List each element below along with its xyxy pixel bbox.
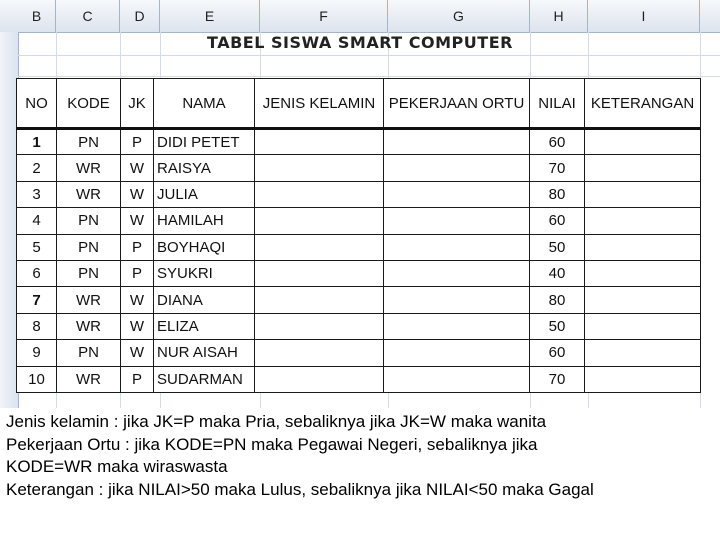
- header-nilai[interactable]: NILAI: [530, 79, 585, 129]
- cell-jenis-kelamin[interactable]: [255, 181, 384, 207]
- column-header-h[interactable]: H: [530, 0, 588, 32]
- cell-keterangan[interactable]: [585, 155, 701, 181]
- cell-jk[interactable]: P: [121, 366, 154, 392]
- cell-nama[interactable]: RAISYA: [154, 155, 255, 181]
- cell-nama[interactable]: JULIA: [154, 181, 255, 207]
- cell-kode[interactable]: WR: [57, 287, 121, 313]
- table-row: [17, 234, 701, 260]
- cell-jenis-kelamin[interactable]: [255, 155, 384, 181]
- column-header-f[interactable]: F: [260, 0, 388, 32]
- column-header-g[interactable]: G: [388, 0, 530, 32]
- cell-jk[interactable]: P: [121, 234, 154, 260]
- cell-no[interactable]: 6: [17, 260, 57, 286]
- cell-pekerjaan-ortu[interactable]: [384, 155, 530, 181]
- cell-keterangan[interactable]: [585, 366, 701, 392]
- cell-nilai[interactable]: 50: [530, 313, 585, 339]
- cell-pekerjaan-ortu[interactable]: [384, 366, 530, 392]
- cell-jk[interactable]: P: [121, 129, 154, 155]
- cell-no[interactable]: 8: [17, 313, 57, 339]
- cell-kode[interactable]: WR: [57, 313, 121, 339]
- cell-jenis-kelamin[interactable]: [255, 340, 384, 366]
- cell-jenis-kelamin[interactable]: [255, 366, 384, 392]
- cell-jk[interactable]: W: [121, 287, 154, 313]
- table-row: [17, 129, 701, 155]
- table-row: [17, 181, 701, 207]
- header-keterangan[interactable]: KETERANGAN: [585, 79, 701, 129]
- cell-jenis-kelamin[interactable]: [255, 260, 384, 286]
- cell-pekerjaan-ortu[interactable]: [384, 340, 530, 366]
- header-jk[interactable]: JK: [121, 79, 154, 129]
- cell-nilai[interactable]: 70: [530, 366, 585, 392]
- cell-nilai[interactable]: 80: [530, 287, 585, 313]
- cell-nilai[interactable]: 40: [530, 260, 585, 286]
- cell-no[interactable]: 1: [17, 129, 57, 155]
- table-row: [17, 260, 701, 286]
- cell-pekerjaan-ortu[interactable]: [384, 181, 530, 207]
- cell-keterangan[interactable]: [585, 313, 701, 339]
- note-pekerjaan-ortu: Pekerjaan Ortu : jika KODE=PN maka Pegawai Negeri, sebaliknya jika: [6, 434, 538, 454]
- cell-keterangan[interactable]: [585, 287, 701, 313]
- cell-nilai[interactable]: 80: [530, 181, 585, 207]
- header-nama[interactable]: NAMA: [154, 79, 255, 129]
- cell-keterangan[interactable]: [585, 234, 701, 260]
- table-row: [17, 208, 701, 234]
- student-table: [16, 78, 701, 393]
- cell-no[interactable]: 5: [17, 234, 57, 260]
- cell-pekerjaan-ortu[interactable]: [384, 234, 530, 260]
- cell-nama[interactable]: DIDI PETET: [154, 129, 255, 155]
- cell-nama[interactable]: SYUKRI: [154, 260, 255, 286]
- cell-nama[interactable]: NUR AISAH: [154, 340, 255, 366]
- cell-pekerjaan-ortu[interactable]: [384, 129, 530, 155]
- cell-pekerjaan-ortu[interactable]: [384, 313, 530, 339]
- cell-nama[interactable]: HAMILAH: [154, 208, 255, 234]
- instruction-notes: [6, 411, 716, 501]
- cell-nama[interactable]: BOYHAQI: [154, 234, 255, 260]
- cell-keterangan[interactable]: [585, 129, 701, 155]
- column-header-bar: [0, 0, 720, 33]
- cell-pekerjaan-ortu[interactable]: [384, 260, 530, 286]
- cell-keterangan[interactable]: [585, 208, 701, 234]
- cell-no[interactable]: 4: [17, 208, 57, 234]
- note-keterangan: Keterangan : jika NILAI>50 maka Lulus, sebaliknya jika NILAI<50 maka Gagal: [6, 479, 594, 499]
- table-header-row: [17, 79, 701, 129]
- cell-jk[interactable]: W: [121, 181, 154, 207]
- cell-jk[interactable]: W: [121, 155, 154, 181]
- cell-nama[interactable]: ELIZA: [154, 313, 255, 339]
- cell-kode[interactable]: PN: [57, 340, 121, 366]
- note-pekerjaan-ortu-cont: KODE=WR maka wiraswasta: [6, 457, 228, 476]
- cell-keterangan[interactable]: [585, 260, 701, 286]
- cell-keterangan[interactable]: [585, 181, 701, 207]
- column-header-c[interactable]: C: [56, 0, 120, 32]
- cell-nilai[interactable]: 50: [530, 234, 585, 260]
- cell-no[interactable]: 10: [17, 366, 57, 392]
- cell-jk[interactable]: W: [121, 208, 154, 234]
- cell-kode[interactable]: WR: [57, 181, 121, 207]
- cell-jenis-kelamin[interactable]: [255, 234, 384, 260]
- cell-jenis-kelamin[interactable]: [255, 129, 384, 155]
- cell-pekerjaan-ortu[interactable]: [384, 208, 530, 234]
- cell-nilai[interactable]: 60: [530, 129, 585, 155]
- cell-kode[interactable]: PN: [57, 129, 121, 155]
- column-header-e[interactable]: E: [160, 0, 260, 32]
- table-row: [17, 155, 701, 181]
- cell-nama[interactable]: DIANA: [154, 287, 255, 313]
- note-jenis-kelamin: Jenis kelamin : jika JK=P maka Pria, sebaliknya jika JK=W maka wanita: [6, 412, 547, 431]
- table-row: [17, 287, 701, 313]
- header-jenis-kelamin[interactable]: JENIS KELAMIN: [255, 79, 384, 129]
- cell-no[interactable]: 9: [17, 340, 57, 366]
- cell-kode[interactable]: PN: [57, 208, 121, 234]
- column-header-d[interactable]: D: [120, 0, 160, 32]
- cell-kode[interactable]: PN: [57, 234, 121, 260]
- cell-pekerjaan-ortu[interactable]: [384, 287, 530, 313]
- cell-jenis-kelamin[interactable]: [255, 287, 384, 313]
- cell-jk[interactable]: W: [121, 340, 154, 366]
- cell-kode[interactable]: WR: [57, 155, 121, 181]
- column-header-i[interactable]: I: [588, 0, 700, 32]
- cell-no[interactable]: 3: [17, 181, 57, 207]
- cell-nilai[interactable]: 60: [530, 208, 585, 234]
- sheet-title[interactable]: TABEL SISWA SMART COMPUTER: [207, 33, 513, 52]
- cell-nilai[interactable]: 70: [530, 155, 585, 181]
- table-row: [17, 366, 701, 392]
- header-no[interactable]: NO: [17, 79, 57, 129]
- header-pekerjaan-ortu[interactable]: PEKERJAAN ORTU: [384, 79, 530, 129]
- table-row: [17, 340, 701, 366]
- cell-jenis-kelamin[interactable]: [255, 313, 384, 339]
- cell-no[interactable]: 2: [17, 155, 57, 181]
- cell-nilai[interactable]: 60: [530, 340, 585, 366]
- header-kode[interactable]: KODE: [57, 79, 121, 129]
- cell-no[interactable]: 7: [17, 287, 57, 313]
- cell-kode[interactable]: PN: [57, 260, 121, 286]
- table-row: [17, 313, 701, 339]
- cell-kode[interactable]: WR: [57, 366, 121, 392]
- column-header-b[interactable]: B: [18, 0, 56, 32]
- cell-jenis-kelamin[interactable]: [255, 208, 384, 234]
- cell-jk[interactable]: W: [121, 313, 154, 339]
- cell-nama[interactable]: SUDARMAN: [154, 366, 255, 392]
- cell-jk[interactable]: P: [121, 260, 154, 286]
- cell-keterangan[interactable]: [585, 340, 701, 366]
